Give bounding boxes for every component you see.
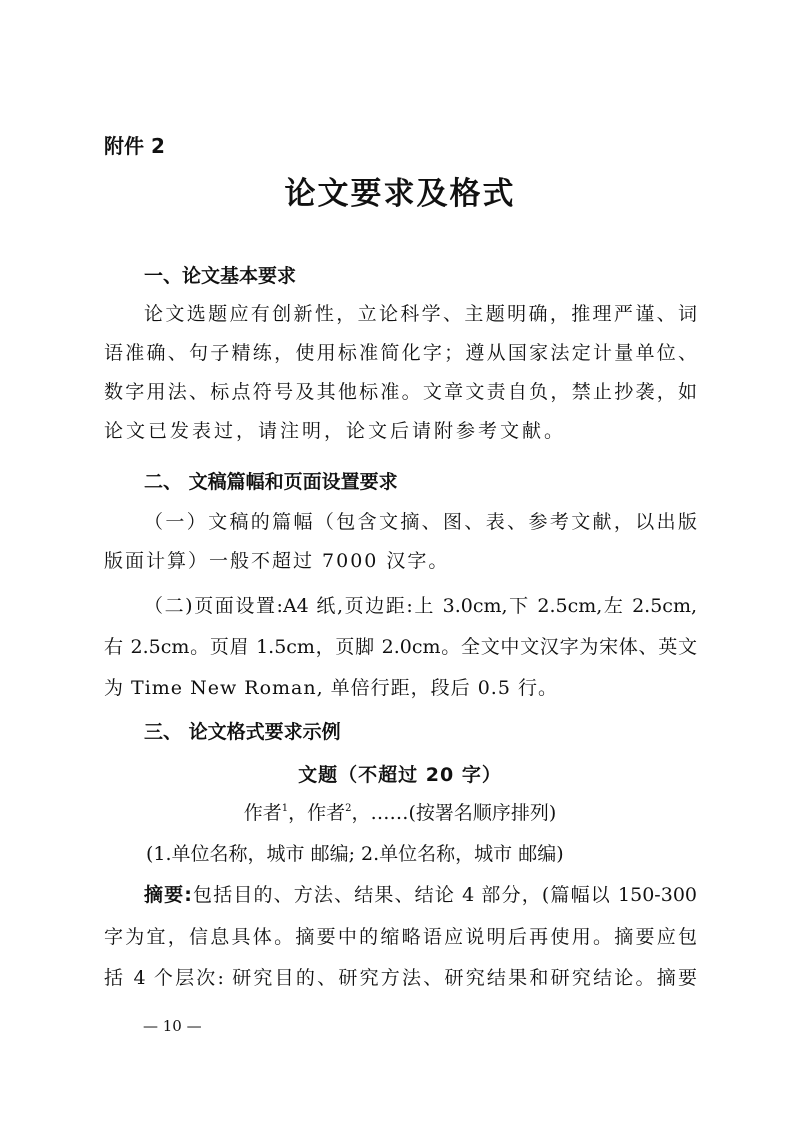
- section-2-heading: 二、 文稿篇幅和页面设置要求: [144, 471, 398, 493]
- abstract-line: 字为宜，信息具体。摘要中的缩略语应说明后再使用。摘要应包: [104, 926, 697, 948]
- section-1-line: 论文选题应有创新性，立论科学、主题明确，推理严谨、词: [144, 303, 697, 325]
- author-superscript: 1: [281, 803, 289, 814]
- section-2-paragraph-1-line: （一）文稿的篇幅（包含文摘、图、表、参考文献，以出版: [144, 511, 697, 533]
- abstract-text: 包括目的、方法、结果、结论 4 部分，(篇幅以 150-300: [191, 884, 697, 906]
- author-separator: ，: [288, 802, 308, 824]
- attachment-label: 附件 2: [104, 134, 165, 158]
- page-title: 论文要求及格式: [284, 176, 516, 212]
- section-1-line: 论文已发表过，请注明，论文后请附参考文献。: [104, 420, 567, 442]
- authors-tail: ，……(按署名顺序排列): [351, 802, 557, 824]
- example-affiliation: (1.单位名称，城市 邮编; 2.单位名称，城市 邮编): [146, 843, 564, 865]
- author-name: 作者: [243, 802, 282, 824]
- example-title: 文题（不超过 20 字）: [298, 764, 502, 786]
- section-2-paragraph-2-line: 右 2.5cm。页眉 1.5cm，页脚 2.0cm。全文中文汉字为宋体、英文: [104, 636, 697, 658]
- section-2-paragraph-2-line: 为 Time New Roman, 单倍行距，段后 0.5 行。: [104, 677, 558, 699]
- author-superscript: 2: [345, 803, 352, 814]
- section-2-paragraph-2-line: （二)页面设置:A4 纸,页边距:上 3.0cm,下 2.5cm,左 2.5cm,: [144, 595, 697, 617]
- section-1-line: 语准确、句子精练，使用标准简化字；遵从国家法定计量单位、: [104, 342, 697, 364]
- section-1-line: 数字用法、标点符号及其他标准。文章文责自负，禁止抄袭，如: [104, 381, 697, 403]
- abstract-line: 括 4 个层次: 研究目的、研究方法、研究结果和研究结论。摘要: [104, 967, 697, 989]
- author-name: 作者: [307, 802, 346, 824]
- page-number: — 10 —: [143, 1017, 202, 1035]
- section-1-heading: 一、论文基本要求: [144, 265, 297, 287]
- section-3-heading: 三、 论文格式要求示例: [144, 721, 341, 743]
- abstract-label: 摘要:: [144, 884, 192, 906]
- example-authors: [0, 798, 800, 825]
- section-2-paragraph-1-line: 版面计算）一般不超过 7000 汉字。: [104, 550, 450, 572]
- abstract-line: [144, 880, 697, 907]
